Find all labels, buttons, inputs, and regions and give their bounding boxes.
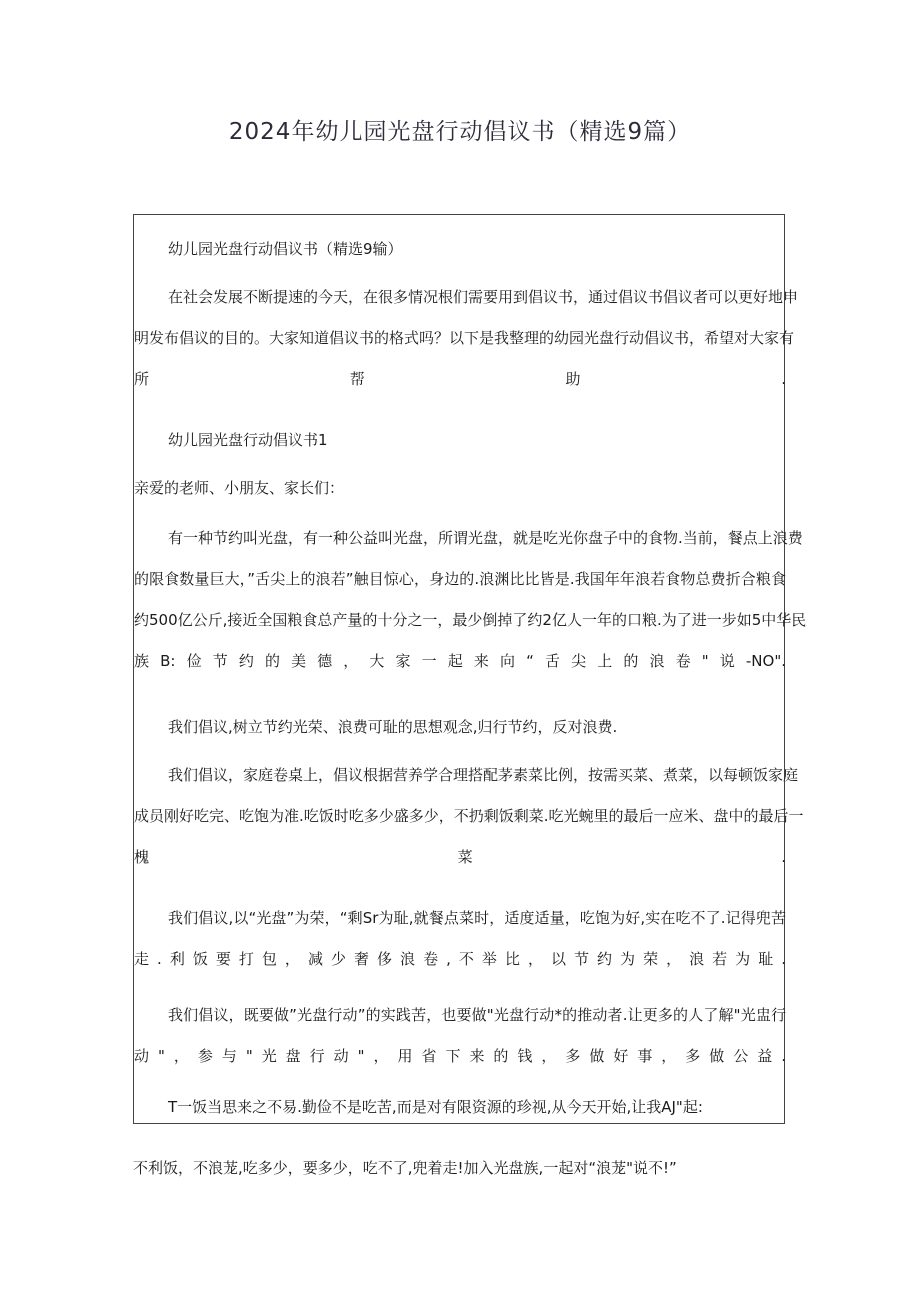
intro-line-3: 所帮助.	[134, 370, 786, 388]
page-title: 2024年幼儿园光盘行动倡议书（精选9篇）	[228, 119, 692, 145]
paragraph-1-line-4: 族B:俭节约的美德，大家一起来向“舌尖上的浪卷"说-NO".	[134, 652, 786, 670]
paragraph-2-text: 我们倡议,树立节约光荣、浪费可耻的思想观念,归行节约，反对浪费.	[168, 718, 618, 736]
paragraph-5	[134, 995, 786, 1077]
paragraph-1-line-1: 有一种节约叫光盘，有一种公益叫光盘，所谓光盘，就是吃光你盘子中的食物.当前，餐点上浪费	[168, 529, 803, 547]
salutation-text: 亲爱的老师、小朋友、家长们：	[134, 479, 345, 497]
paragraph-6-text: T一饭当思来之不易.勤俭不是吃苦,而是对有限资源的珍视,从今天开始,让我AJ"起:	[168, 1098, 703, 1116]
paragraph-3	[134, 755, 804, 878]
paragraph-3-line-2: 成员刚好吃完、吃饱为准.吃饭时吃多少盛多少，不扔剩饭剩菜.吃光蜿里的最后一应米、盘中的最后一	[134, 807, 804, 825]
paragraph-4	[134, 898, 786, 980]
paragraph-5-line-2: 动"，参与"光盘行动"，用省下来的钱，多做好事，多做公益.	[134, 1047, 786, 1065]
intro-line-2: 明发布倡议的目的。大家知道倡议书的格式吗？以下是我整理的幼园光盘行动倡议书，希望对大家有	[134, 329, 795, 347]
paragraph-1	[134, 518, 807, 682]
section-heading-text: 幼儿园光盘行动倡议书1	[168, 431, 328, 449]
salutation	[134, 468, 786, 509]
paragraph-3-line-1: 我们倡议，家庭卷桌上，倡议根据营养学合理搭配茅素菜比例，按需买菜、煮菜，以每顿饭家庭	[168, 766, 799, 784]
document-subtitle	[134, 229, 786, 270]
paragraph-1-line-2: 的限食数量巨大，”舌尖上的浪若”触目惊心，身边的.浪渊比比皆是.我国年年浪若食物总费折合粮食	[134, 570, 786, 588]
subtitle-text: 幼儿园光盘行动倡议书（精选9输）	[168, 240, 403, 258]
paragraph-1-line-3: 约500亿公斤,接近全国粮食总产量的十分之一，最少倒掉了约2亿人一年的口粮.为了进一步如5中华民	[134, 611, 807, 629]
section-heading	[134, 420, 786, 461]
paragraph-3-line-3: 槐菜.	[134, 848, 786, 866]
paragraph-2	[134, 707, 786, 748]
paragraph-5-line-1: 我们倡议，既要做”光盘行动”的实践苦，也要做"光盘行动*的推动者.让更多的人了解"光盅行	[168, 1006, 786, 1024]
intro-paragraph	[134, 277, 799, 400]
content-frame	[133, 214, 807, 1124]
intro-line-1: 在社会发展不断提速的今天，在很多情况根们需要用到倡议书，通过倡议书倡议者可以更好地申	[168, 288, 799, 306]
paragraph-6	[134, 1087, 786, 1128]
paragraph-4-line-1: 我们倡议,以“光盘”为荣，“剩Sr为耻,就餐点菜时，适度适量，吃饱为好,实在吃不了.记得兜苦	[168, 909, 786, 927]
paragraph-4-line-2: 走.利饭要打包，减少奢侈浪卷,不举比，以节约为荣，浪若为耻.	[134, 950, 786, 968]
closing-line: 不利饭，不浪茏,吃多少，要多少，吃不了,兜着走!加入光盘族,一起对“浪茏"说不!”	[133, 1159, 677, 1177]
